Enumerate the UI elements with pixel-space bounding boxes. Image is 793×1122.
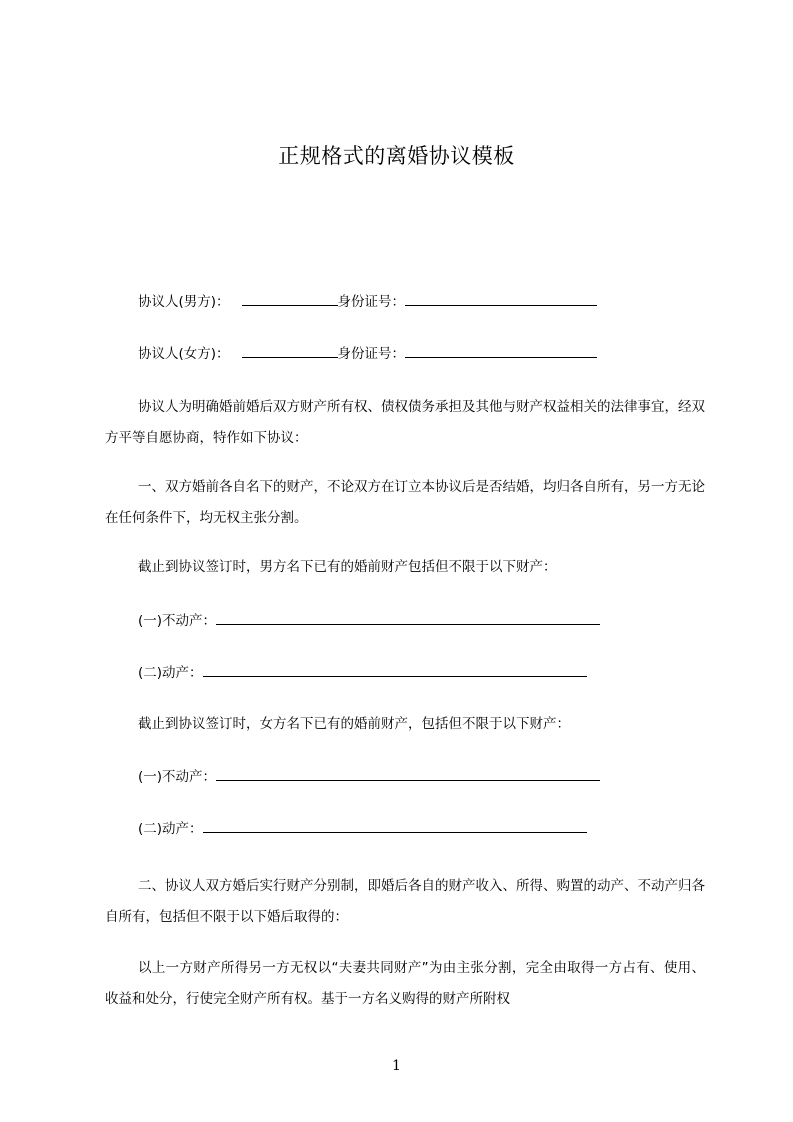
party-female-id-label: 身份证号： xyxy=(337,346,406,362)
party-female-line xyxy=(138,343,738,364)
female-real-estate-line xyxy=(138,766,738,787)
party-male-label: 协议人(男方)： xyxy=(138,294,230,310)
preamble-paragraph: 协议人为明确婚前婚后双方财产所有权、债权债务承担及其他与财产权益相关的法律事宜，经双方平等自愿协商，特作如下协议： xyxy=(105,399,705,446)
male-real-estate-blank xyxy=(216,610,600,625)
party-male-line xyxy=(138,291,738,312)
male-real-estate-line xyxy=(138,610,738,631)
male-movable-label: (二)动产： xyxy=(138,665,203,681)
document-title: 正规格式的离婚协议模板 xyxy=(278,144,515,168)
male-movable-line xyxy=(138,662,738,683)
party-male-id-blank xyxy=(405,291,597,306)
party-female-id-blank xyxy=(405,343,597,358)
clause-two-paragraph: 二、协议人双方婚后实行财产分别制，即婚后各自的财产收入、所得、购置的动产、不动产归各自所有，包括但不限于以下婚后取得的： xyxy=(105,878,705,925)
male-movable-blank xyxy=(203,662,587,677)
party-male-name-blank xyxy=(242,291,338,306)
female-movable-blank xyxy=(203,818,587,833)
female-assets-intro: 截止到协议签订时，女方名下已有的婚前财产，包括但不限于以下财产： xyxy=(138,716,570,732)
party-female-label: 协议人(女方)： xyxy=(138,346,230,362)
page-number: 1 xyxy=(392,1058,401,1074)
male-assets-intro: 截止到协议签订时，男方名下已有的婚前财产包括但不限于以下财产： xyxy=(138,559,557,575)
party-male-id-label: 身份证号： xyxy=(337,294,406,310)
female-real-estate-blank xyxy=(216,766,600,781)
female-movable-line xyxy=(138,818,738,839)
female-real-estate-label: (一)不动产： xyxy=(138,769,217,785)
party-female-name-blank xyxy=(242,343,338,358)
female-movable-label: (二)动产： xyxy=(138,821,203,837)
male-real-estate-label: (一)不动产： xyxy=(138,613,217,629)
clause-one-paragraph: 一、双方婚前各自名下的财产，不论双方在订立本协议后是否结婚，均归各自所有，另一方无论在任何条件下，均无权主张分割。 xyxy=(105,479,705,526)
clause-two-continuation: 以上一方财产所得另一方无权以“夫妻共同财产”为由主张分割，完全由取得一方占有、使用、收益和处分，行使完全财产所有权。基于一方名义购得的财产所附权 xyxy=(105,960,705,1007)
